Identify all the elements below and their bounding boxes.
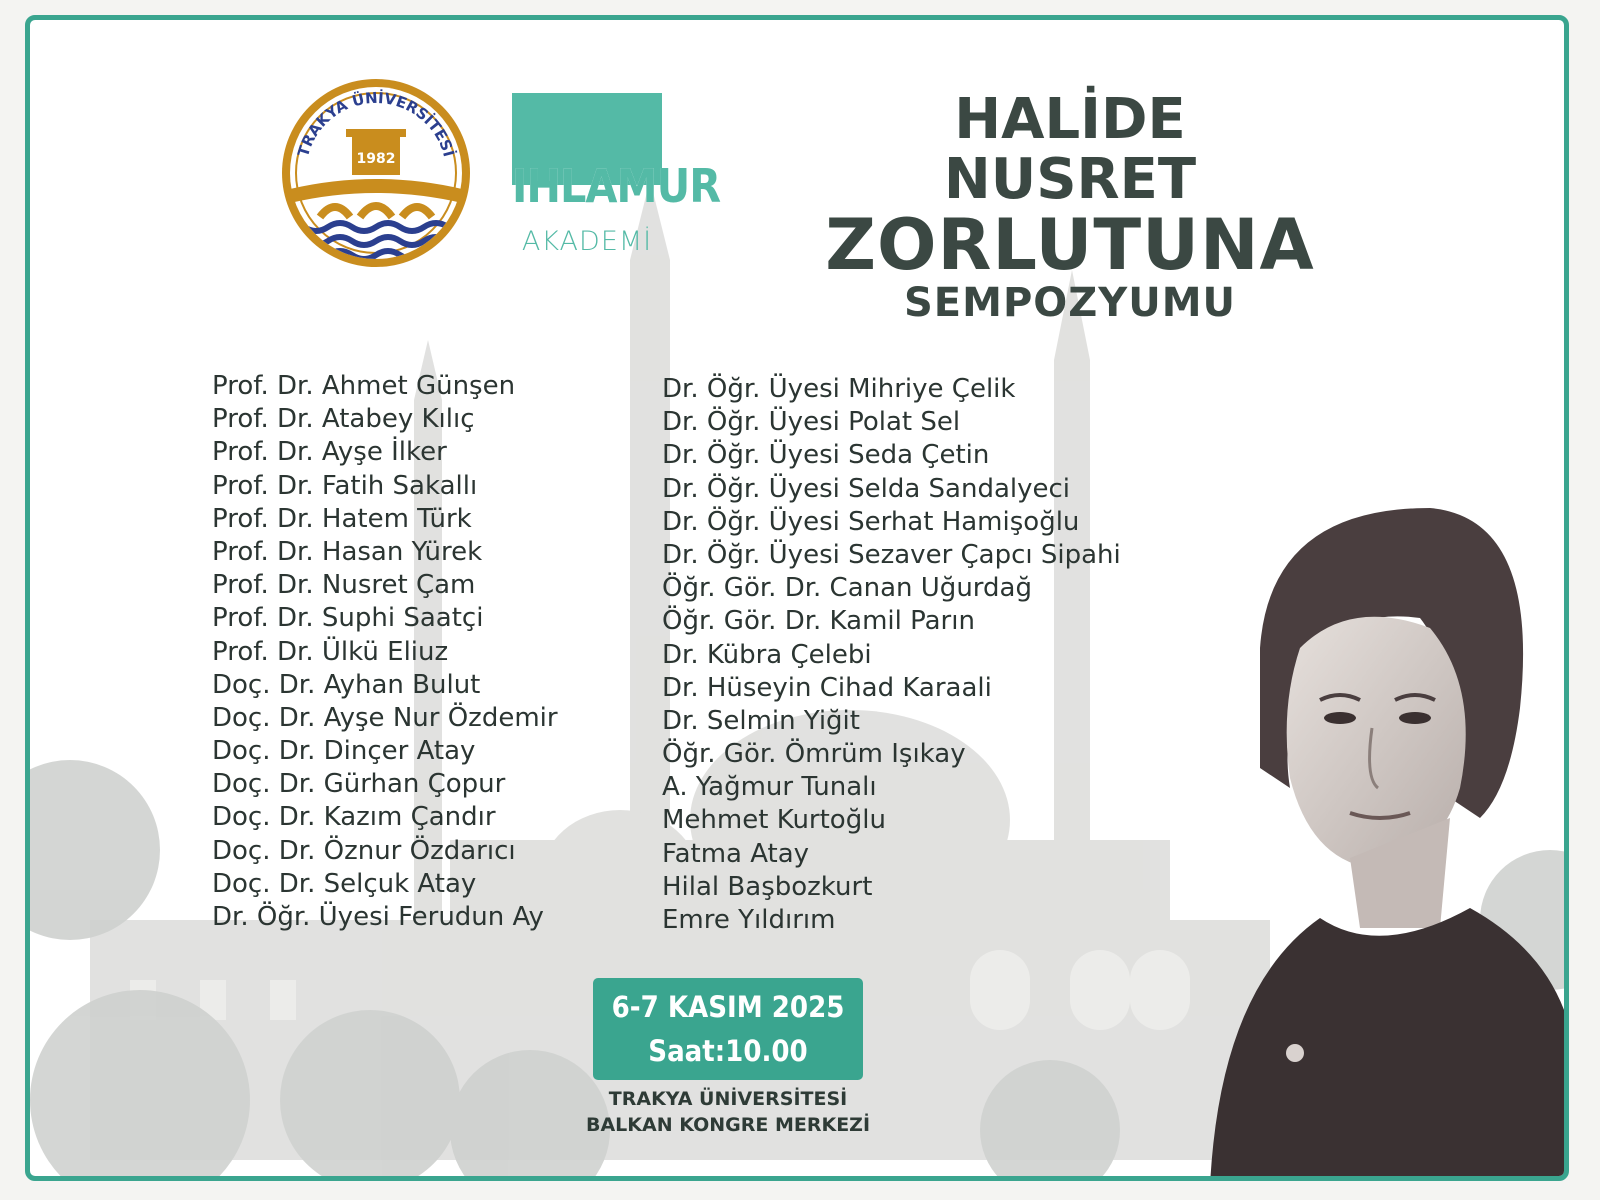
list-item: Prof. Dr. Ahmet Günşen xyxy=(212,371,516,401)
list-item: Fatma Atay xyxy=(662,838,810,869)
event-time: Saat:10.00 xyxy=(648,1034,808,1068)
list-item: Dr. Öğr. Üyesi Seda Çetin xyxy=(662,440,990,471)
list-item: Prof. Dr. Ayşe İlker xyxy=(212,437,447,468)
list-item: Doç. Dr. Öznur Özdarıcı xyxy=(212,835,516,866)
list-item: Doç. Dr. Ayşe Nur Özdemir xyxy=(212,702,558,733)
venue-line-2: BALKAN KONGRE MERKEZİ xyxy=(585,1114,871,1136)
title-line-2: ZORLUTUNA xyxy=(825,204,1315,286)
speaker-list-left xyxy=(212,370,558,934)
list-item: Prof. Dr. Fatih Sakallı xyxy=(212,470,478,501)
list-item: Dr. Öğr. Üyesi Mihriye Çelik xyxy=(662,374,1016,404)
date-time-badge xyxy=(593,978,863,1080)
event-title xyxy=(820,87,1320,326)
list-item: Dr. Hüseyin Cihad Karaali xyxy=(662,672,992,703)
list-item: Doç. Dr. Kazım Çandır xyxy=(212,802,496,833)
list-item: Öğr. Gör. Dr. Canan Uğurdağ xyxy=(662,573,1032,604)
list-item: Doç. Dr. Dinçer Atay xyxy=(212,736,476,767)
list-item: Öğr. Gör. Ömrüm Işıkay xyxy=(662,739,966,770)
list-item: Mehmet Kurtoğlu xyxy=(662,805,886,836)
logo-wordmark: IHLAMUR xyxy=(512,159,721,213)
list-item: Doç. Dr. Ayhan Bulut xyxy=(212,669,481,700)
ihlamur-akademi-logo xyxy=(512,93,721,258)
list-item: A. Yağmur Tunalı xyxy=(662,772,877,803)
event-venue xyxy=(570,1086,886,1138)
poster-frame xyxy=(25,15,1569,1181)
list-item: Emre Yıldırım xyxy=(662,905,836,935)
svg-text:TRAKYA ÜNİVERSİTESİ: TRAKYA ÜNİVERSİTESİ xyxy=(294,88,458,159)
title-line-1: HALİDE NUSRET xyxy=(943,87,1197,212)
title-line-3: SEMPOZYUMU xyxy=(904,280,1236,326)
event-date: 6-7 KASIM 2025 xyxy=(611,990,845,1024)
list-item: Prof. Dr. Hasan Yürek xyxy=(212,536,483,567)
list-item: Dr. Kübra Çelebi xyxy=(662,639,872,670)
list-item: Doç. Dr. Gürhan Çopur xyxy=(212,769,506,800)
list-item: Prof. Dr. Atabey Kılıç xyxy=(212,404,475,435)
list-item: Prof. Dr. Suphi Saatçi xyxy=(212,603,484,634)
list-item: Dr. Selmin Yiğit xyxy=(662,705,860,736)
list-item: Prof. Dr. Nusret Çam xyxy=(212,570,476,601)
portrait-photo xyxy=(1200,488,1569,1181)
list-item: Öğr. Gör. Dr. Kamil Parın xyxy=(662,606,975,637)
svg-text:1982: 1982 xyxy=(356,151,396,167)
speaker-list-right xyxy=(662,373,1121,937)
list-item: Dr. Öğr. Üyesi Ferudun Ay xyxy=(212,902,544,932)
list-item: Hilal Başbozkurt xyxy=(662,871,873,902)
list-item: Doç. Dr. Selçuk Atay xyxy=(212,868,477,899)
venue-line-1: TRAKYA ÜNİVERSİTESİ xyxy=(608,1088,848,1110)
list-item: Prof. Dr. Hatem Türk xyxy=(212,503,472,534)
list-item: Dr. Öğr. Üyesi Polat Sel xyxy=(662,407,961,438)
list-item: Dr. Öğr. Üyesi Sezaver Çapcı Sipahi xyxy=(662,539,1121,570)
trakya-university-logo xyxy=(280,77,472,269)
list-item: Prof. Dr. Ülkü Eliuz xyxy=(212,636,449,667)
logo-subtitle: AKADEMİ xyxy=(521,226,653,257)
list-item: Dr. Öğr. Üyesi Selda Sandalyeci xyxy=(662,473,1071,504)
list-item: Dr. Öğr. Üyesi Serhat Hamişoğlu xyxy=(662,506,1080,537)
